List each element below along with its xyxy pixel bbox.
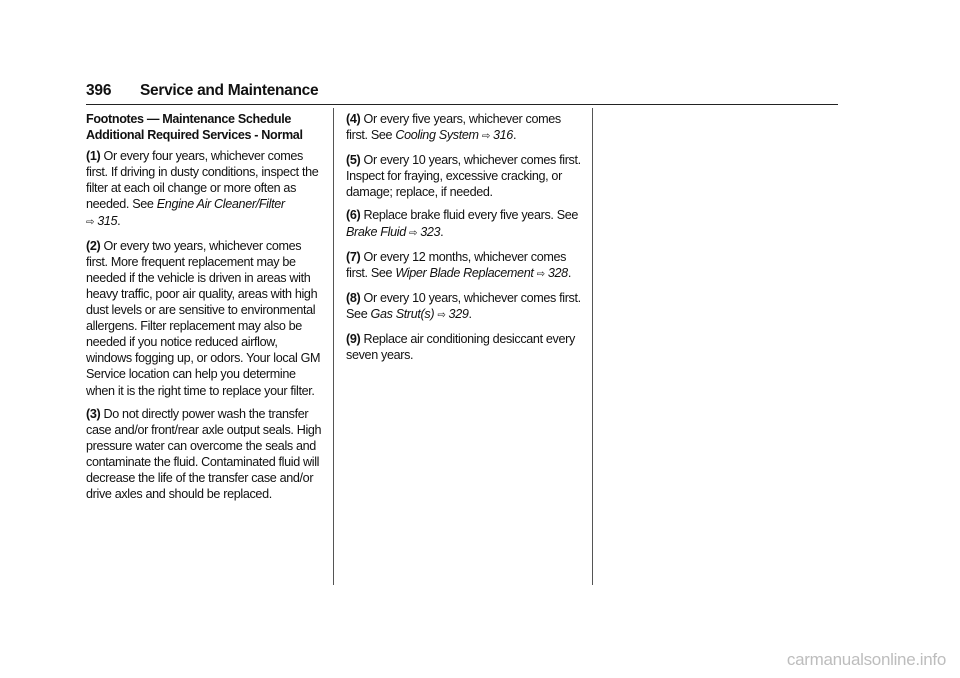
footnote-number: (7) — [346, 249, 361, 264]
footnote-8 — [346, 290, 582, 324]
page-reference-arrow-icon: ⇨ — [481, 131, 490, 143]
page-reference[interactable]: 328 — [547, 265, 568, 280]
footnote-suffix: . — [117, 213, 121, 228]
footnote-4 — [346, 111, 582, 145]
cross-reference-link[interactable]: Brake Fluid — [346, 224, 406, 239]
footnote-5 — [346, 152, 582, 200]
footnotes-heading-line1: Footnotes — Maintenance Schedule — [86, 112, 292, 126]
page-reference[interactable]: 323 — [420, 224, 441, 239]
footnote-number: (6) — [346, 208, 361, 223]
cross-reference-link[interactable]: Engine Air Cleaner/Filter — [156, 197, 285, 212]
page-reference-arrow-icon: ⇨ — [536, 268, 545, 280]
footnote-suffix: . — [567, 265, 571, 280]
cross-reference-link[interactable]: Wiper Blade Replacement — [395, 265, 534, 280]
cross-reference-link[interactable]: Cooling System — [395, 128, 479, 143]
page-number: 396 — [86, 82, 112, 99]
watermark: carmanualsonline.info — [786, 650, 946, 669]
footnote-1 — [86, 148, 322, 230]
page-reference[interactable]: 316 — [493, 128, 513, 143]
footnote-number: (3) — [86, 406, 101, 421]
page-reference-arrow-icon: ⇨ — [86, 216, 95, 228]
section-title: Service and Maintenance — [140, 82, 319, 99]
footnote-text: Or every 10 years, whichever comes first. See — [346, 290, 581, 321]
footnote-7 — [346, 249, 582, 283]
page-reference-arrow-icon: ⇨ — [437, 309, 446, 321]
footnote-text: Replace brake fluid every five years. See — [363, 208, 579, 223]
footnote-number: (1) — [86, 149, 101, 164]
footnote-number: (9) — [346, 332, 361, 347]
footnotes-heading-line2: Additional Required Services - Normal — [86, 128, 303, 143]
footnote-text: Do not directly power wash the transfer case and/or front/rear axle output seals. High pressure water can overcome the seals and contaminate the fluid. Contaminated fluid will decrease the life of the transfer case and/or drive axles and should be replaced. — [86, 406, 322, 502]
left-column — [86, 111, 322, 509]
footnote-text: Or every two years, whichever comes first. More frequent replacement may be needed if the vehicle is driven in areas with heavy traffic, poor air quality, areas with high dust levels or are sensitive to environmental allergens. Filter replacement may also be needed if you notice reduced airflow, windows fogging up, or odors. Your local GM Service location can help you determine when it is the right time to replace your filter. — [86, 238, 321, 398]
footnote-text: Or every five years, whichever comes first. See — [346, 112, 561, 143]
footnote-9 — [346, 331, 582, 363]
cross-reference-link[interactable]: Gas Strut(s) — [370, 306, 435, 321]
page-reference[interactable]: 329 — [448, 306, 469, 321]
page-reference[interactable]: 315 — [97, 213, 118, 228]
footnote-text: Replace air conditioning desiccant every seven years. — [346, 332, 575, 363]
page-reference-arrow-icon: ⇨ — [409, 227, 418, 239]
footnote-text: Or every four years, whichever comes first. If driving in dusty conditions, inspect the filter at each oil change or more often as needed. See — [86, 149, 319, 212]
footnote-text: Or every 12 months, whichever comes first. See — [346, 249, 567, 280]
column-divider — [333, 108, 334, 585]
column-divider — [592, 108, 593, 585]
footnotes-heading — [86, 111, 322, 143]
footnote-number: (5) — [346, 153, 361, 168]
footnote-suffix: . — [512, 128, 517, 143]
footnote-3 — [86, 406, 322, 503]
middle-column — [346, 111, 582, 370]
page-header — [86, 82, 838, 105]
footnote-suffix: . — [468, 306, 472, 321]
footnote-number: (8) — [346, 290, 361, 305]
footnote-text: Or every 10 years, whichever comes first. Inspect for fraying, excessive cracking, or damage; replace, if needed. — [346, 153, 581, 200]
footnote-2 — [86, 238, 322, 399]
footnote-number: (2) — [86, 238, 101, 253]
footnote-suffix: . — [440, 224, 444, 239]
footnote-number: (4) — [346, 112, 361, 126]
footnote-6 — [346, 207, 582, 241]
